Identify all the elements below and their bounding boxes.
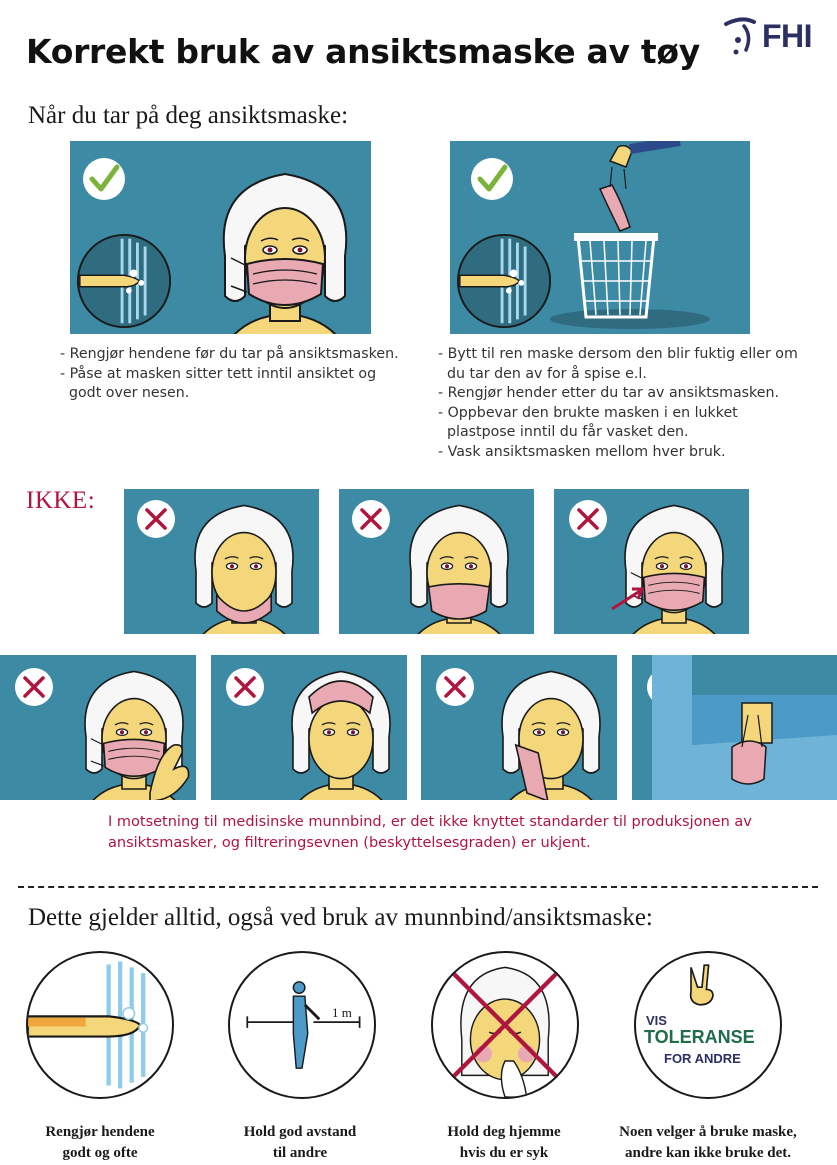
person-with-mask-illustration: [185, 146, 371, 334]
x-icon: [14, 667, 54, 707]
badge-for-andre: FOR ANDRE: [664, 1051, 741, 1066]
distance-label: 1 m: [332, 1005, 352, 1020]
bullet-item: - Vask ansiktsmasken mellom hver bruk.: [438, 443, 726, 460]
caption-line: godt og ofte: [62, 1145, 138, 1161]
person-mask-below-chin: [164, 489, 319, 634]
peace-hand-icon: [680, 963, 724, 1007]
panel-touching-mask: [0, 655, 196, 800]
circle-distance: [228, 951, 376, 1099]
check-icon: [82, 157, 126, 201]
section-heading-always: Dette gjelder alltid, også ved bruk av munnbind/ansiktsmaske:: [28, 904, 653, 931]
sick-person-icon: [433, 953, 577, 1097]
person-mask-hanging: [471, 655, 617, 800]
panel-dispose-mask: [450, 141, 750, 334]
bullet-item: - Oppbevar den brukte masken i en lukket plastpose inntil du får vasket den.: [438, 404, 738, 440]
person-mask-loose: [379, 489, 534, 634]
badge-toleranse: TOLERANSE: [644, 1027, 755, 1047]
caption-line: Hold deg hjemme: [447, 1124, 561, 1140]
distance-icon: [230, 953, 374, 1097]
fhi-logo: [722, 16, 822, 60]
bullet-item: - Bytt til ren maske dersom den blir fuktig eller om du tar den av for å spise e.l.: [438, 346, 798, 382]
x-icon: [435, 667, 475, 707]
caption-line: Hold god avstand: [243, 1124, 357, 1140]
caption-tolerance: [600, 1122, 816, 1164]
handwash-icon: [76, 233, 172, 329]
caption-line: andre kan ikke bruke det.: [624, 1145, 791, 1161]
bullet-item: - Rengjør hendene før du tar på ansiktsmasken.: [60, 346, 399, 362]
panel-mask-below-nose: [339, 489, 534, 634]
handwash-icon: [28, 953, 172, 1097]
caption-line: Noen velger å bruke maske,: [619, 1124, 797, 1140]
person-mask-on-head: [261, 655, 407, 800]
bullets-left: [60, 345, 400, 404]
standards-note: I motsetning til medisinske munnbind, er det ikke knyttet standarder til produksjonen av ansiktsmasker, og filtreringsevnen (beskyttelsesgraden) er ukjent.: [108, 814, 752, 851]
fhi-logo-text: FHI: [762, 18, 813, 54]
caption-handwash: [10, 1122, 190, 1164]
circle-tolerance: [634, 951, 782, 1099]
caption-distance: [210, 1122, 390, 1164]
handwash-icon: [456, 233, 552, 329]
fhi-logo-icon: [722, 16, 762, 60]
bullet-item: - Rengjør hender etter du tar av ansiktsmasken.: [438, 385, 779, 401]
caption-line: Rengjør hendene: [45, 1124, 155, 1140]
panel-correct-fit: [70, 141, 371, 334]
dashed-divider: [18, 886, 818, 888]
badge-vis: VIS: [646, 1013, 667, 1028]
arrow-icon: [608, 583, 648, 613]
panel-mask-on-arm: [632, 655, 837, 800]
caption-line: til andre: [272, 1145, 328, 1161]
person-touching-mask: [54, 655, 196, 800]
panel-mask-on-chin: [124, 489, 319, 634]
arm-with-mask-illustration: [632, 655, 837, 800]
panel-mask-gaps: [554, 489, 749, 634]
bullet-item: - Påse at masken sitter tett inntil ansiktet og godt over nesen.: [60, 365, 377, 401]
bullets-right: [438, 345, 798, 462]
panel-mask-hanging: [421, 655, 617, 800]
caption-line: hvis du er syk: [459, 1145, 549, 1161]
circle-handwash: [26, 951, 174, 1099]
circle-stay-home: [431, 951, 579, 1099]
panel-mask-on-head: [211, 655, 407, 800]
ikke-label: IKKE:: [26, 487, 96, 514]
caption-stay-home: [414, 1122, 594, 1164]
x-icon: [225, 667, 265, 707]
page-title: Korrekt bruk av ansiktsmaske av tøy: [26, 32, 700, 71]
section-heading-putting-on: Når du tar på deg ansiktsmaske:: [28, 102, 349, 129]
